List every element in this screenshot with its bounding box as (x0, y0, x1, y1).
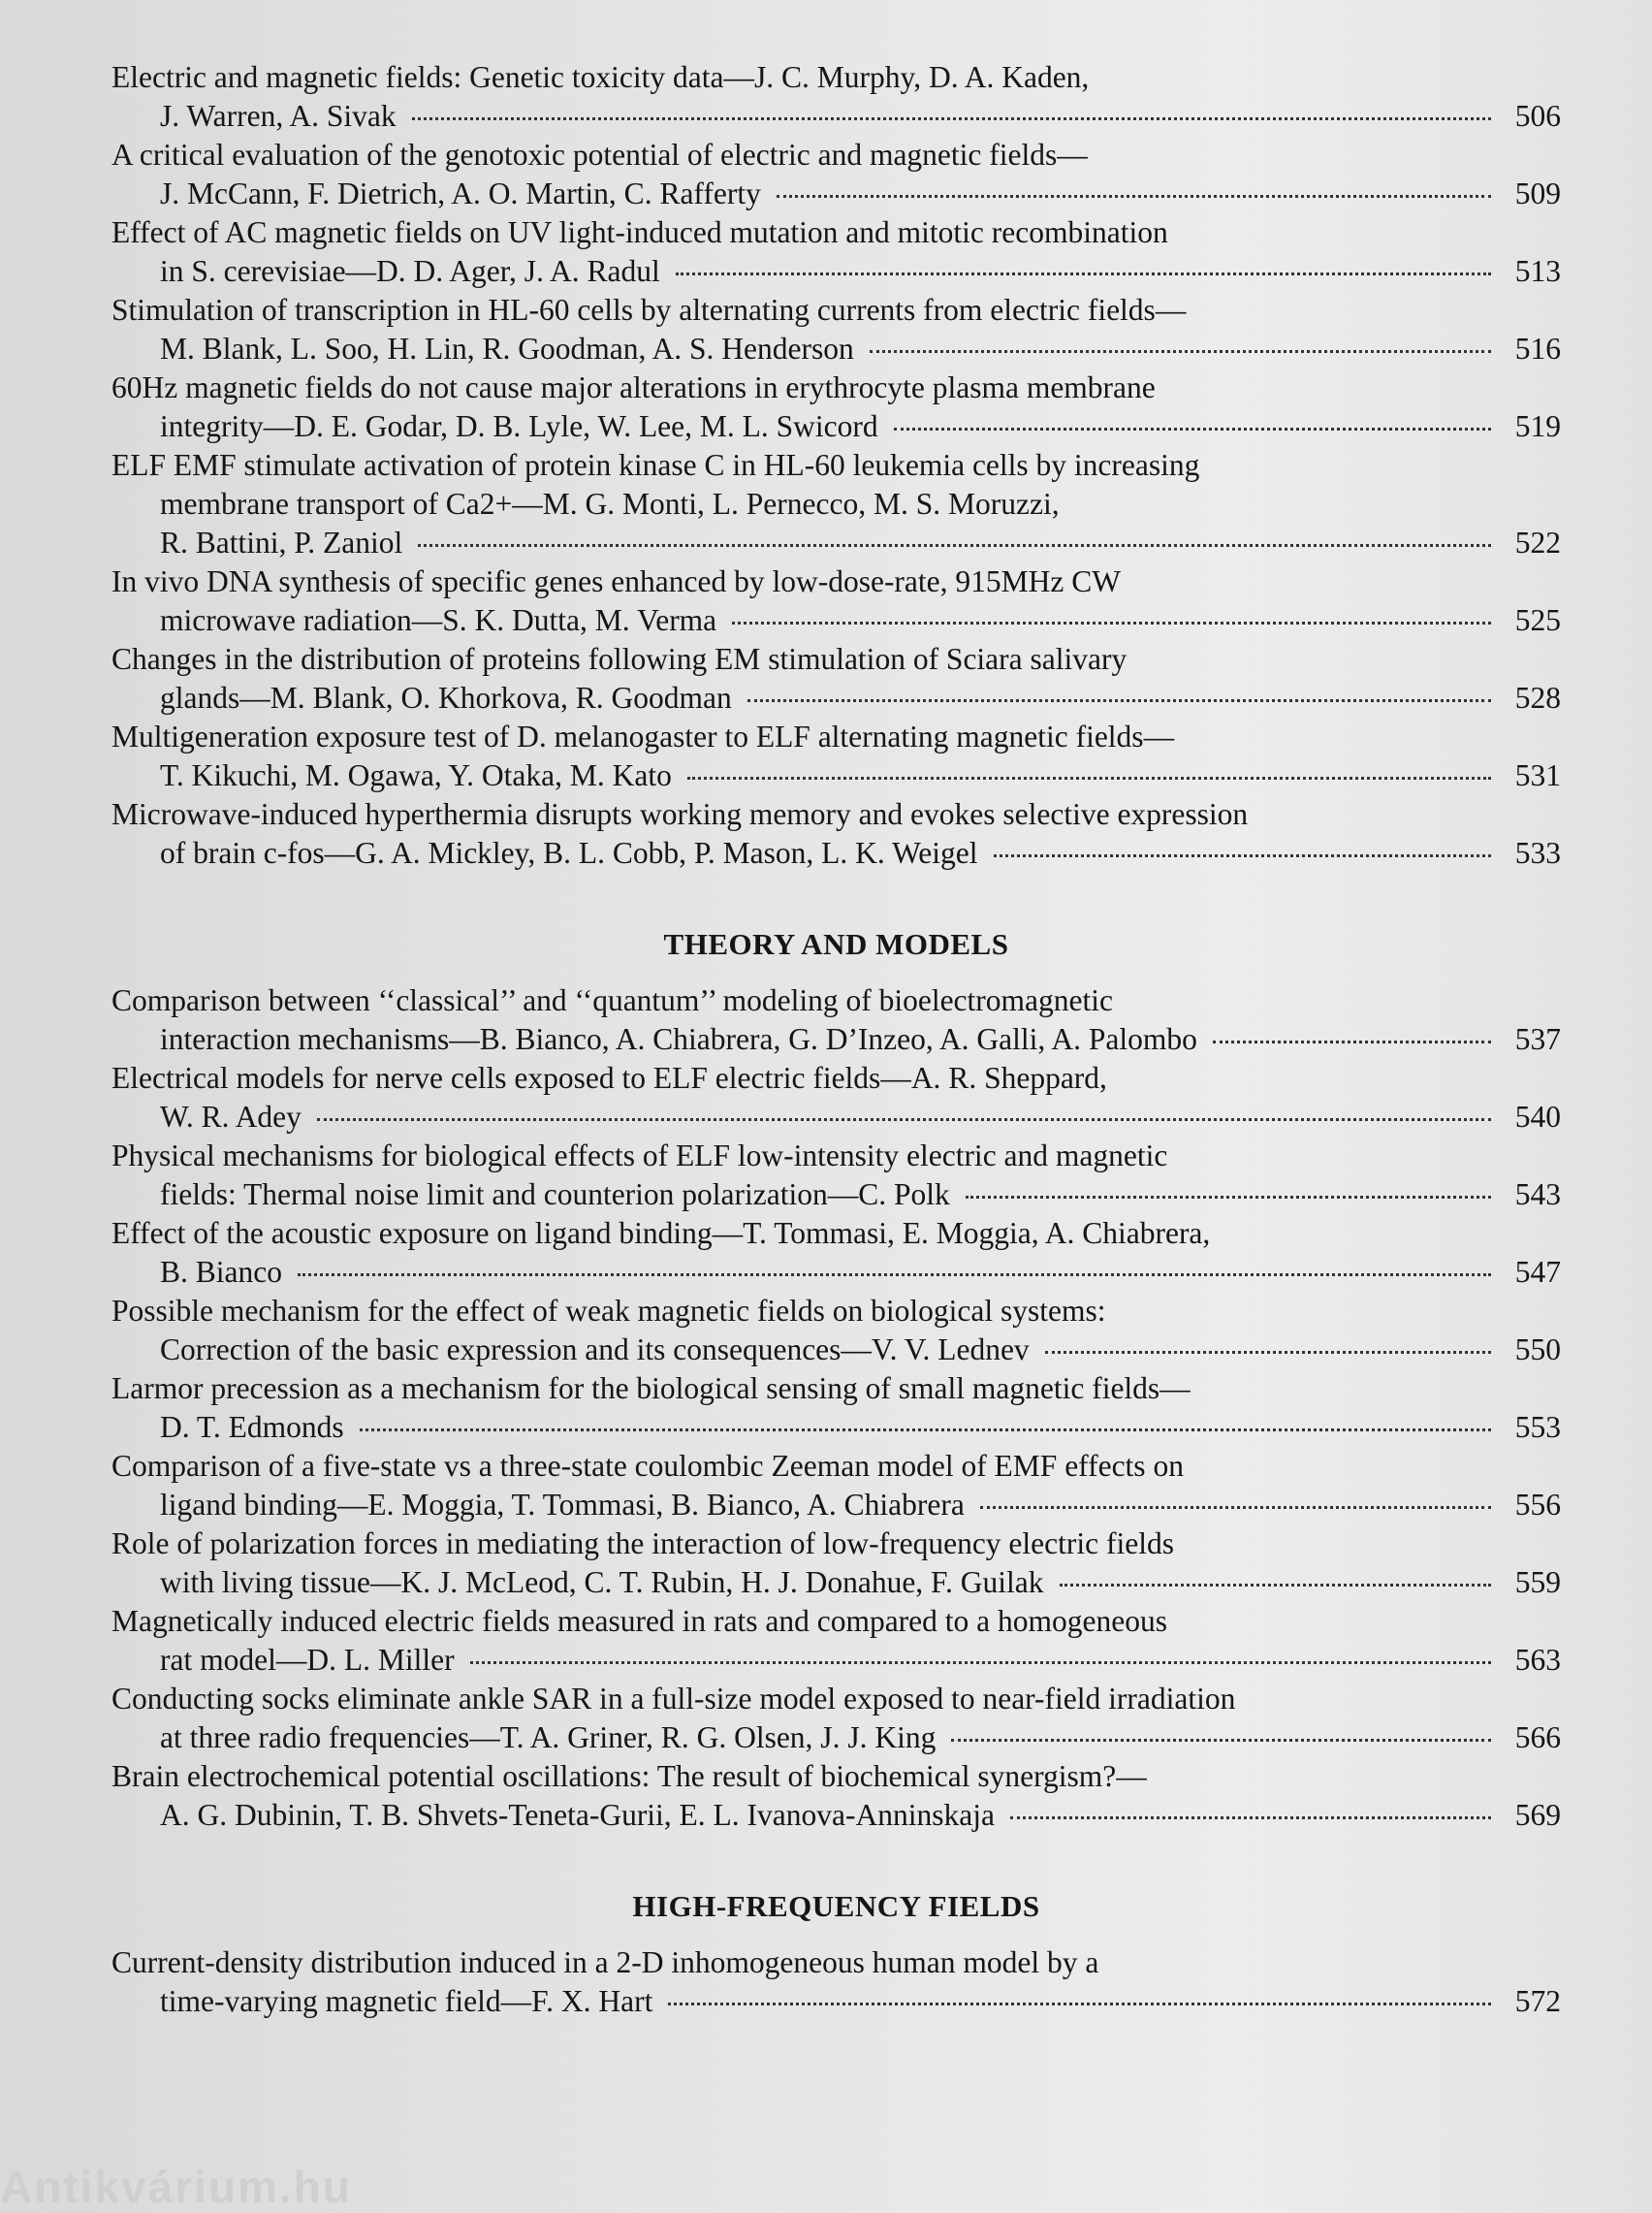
dot-leader (418, 543, 1491, 547)
entry-authors-line (111, 1486, 1561, 1524)
toc-entry (111, 446, 1561, 562)
entry-title-line: Current-density distribution induced in a 2-D inhomogeneous human model by a (111, 1945, 1099, 1979)
dot-leader (732, 621, 1491, 625)
entry-authors: time-varying magnetic field—F. X. Hart (160, 1984, 653, 2018)
page-number: 540 (1514, 1100, 1561, 1134)
dot-leader (1060, 1583, 1491, 1587)
entry-title-line: Effect of AC magnetic fields on UV light-induced mutation and mitotic recombination (111, 215, 1168, 249)
entry-title-line: Electric and magnetic fields: Genetic toxicity data—J. C. Murphy, D. A. Kaden, (111, 60, 1090, 94)
watermark: Antikvárium.hu (0, 2162, 352, 2212)
toc-entry (111, 136, 1561, 213)
dot-leader (317, 1117, 1491, 1121)
section-heading-theory: THEORY AND MODELS (663, 927, 1009, 961)
entry-list-theory (111, 981, 1561, 1835)
page-number: 519 (1514, 409, 1561, 443)
entry-title-line: Conducting socks eliminate ankle SAR in a full-size model exposed to near-field irradiation (111, 1682, 1236, 1716)
dot-leader (360, 1427, 1491, 1431)
entry-authors: in S. cerevisiae—D. D. Ager, J. A. Radul (160, 254, 660, 288)
entry-title-line: Role of polarization forces in mediating the interaction of low-frequency electric fields (111, 1526, 1174, 1560)
toc-entry (111, 1447, 1561, 1524)
toc-entry (111, 369, 1561, 446)
page-number: 556 (1514, 1488, 1561, 1522)
entry-authors: M. Blank, L. Soo, H. Lin, R. Goodman, A. S. Henderson (160, 332, 854, 366)
page-number: 547 (1514, 1255, 1561, 1289)
toc-entry (111, 1680, 1561, 1757)
entry-authors: J. McCann, F. Dietrich, A. O. Martin, C. Rafferty (160, 176, 761, 210)
dot-leader (687, 776, 1491, 780)
toc-entry (111, 981, 1561, 1059)
dot-leader (1010, 1815, 1491, 1819)
toc-entry (111, 1059, 1561, 1137)
entry-authors-line (111, 330, 1561, 369)
entry-authors-line (111, 834, 1561, 873)
entry-authors: with living tissue—K. J. McLeod, C. T. Rubin, H. J. Donahue, F. Guilak (160, 1565, 1044, 1599)
page-number: 525 (1514, 603, 1561, 637)
entry-authors-line (111, 1641, 1561, 1680)
page-number: 537 (1514, 1022, 1561, 1056)
toc-entry (111, 291, 1561, 369)
dot-leader (298, 1272, 1491, 1276)
dot-leader (980, 1505, 1491, 1509)
entry-authors-line (111, 97, 1561, 136)
entry-title-line: Multigeneration exposure test of D. melanogaster to ELF alternating magnetic fields— (111, 720, 1175, 754)
toc-entry (111, 1757, 1561, 1835)
page-number: 533 (1514, 836, 1561, 870)
toc-entry (111, 1943, 1561, 2021)
entry-title-line: Changes in the distribution of proteins following EM stimulation of Sciara salivary (111, 642, 1128, 676)
toc-entry (111, 1137, 1561, 1214)
entry-list-high-frequency (111, 1943, 1561, 2021)
toc-entry (111, 1292, 1561, 1369)
entry-title-line: membrane transport of Ca2+—M. G. Monti, L. Pernecco, M. S. Moruzzi, (160, 487, 1060, 521)
entry-authors-line (111, 252, 1561, 291)
entry-authors: Correction of the basic expression and its consequences—V. V. Lednev (160, 1332, 1030, 1366)
entry-authors-line (111, 407, 1561, 446)
toc-entry (111, 1369, 1561, 1447)
entry-title-line: Physical mechanisms for biological effects of ELF low-intensity electric and magnetic (111, 1139, 1168, 1172)
page-number: 566 (1514, 1720, 1561, 1754)
dot-leader (1045, 1350, 1491, 1354)
entry-authors: glands—M. Blank, O. Khorkova, R. Goodman (160, 681, 732, 715)
entry-authors-line (111, 1175, 1561, 1214)
entry-authors-line (111, 524, 1561, 562)
entry-authors-line (111, 679, 1561, 718)
entry-title-line: ELF EMF stimulate activation of protein kinase C in HL-60 leukemia cells by increasing (111, 448, 1200, 482)
entry-authors-line (111, 175, 1561, 213)
dot-leader (951, 1738, 1491, 1742)
toc-entry (111, 1524, 1561, 1602)
page-number: 572 (1514, 1984, 1561, 2018)
entry-authors-line (111, 1098, 1561, 1137)
entry-authors: W. R. Adey (160, 1100, 302, 1134)
entry-authors-line (111, 1796, 1561, 1835)
entry-title-line: Larmor precession as a mechanism for the biological sensing of small magnetic fields— (111, 1371, 1191, 1405)
toc-entry (111, 718, 1561, 795)
page-number: 559 (1514, 1565, 1561, 1599)
page-number: 550 (1514, 1332, 1561, 1366)
entry-authors-line (111, 601, 1561, 640)
entry-authors: at three radio frequencies—T. A. Griner, R. G. Olsen, J. J. King (160, 1720, 937, 1754)
entry-authors: A. G. Dubinin, T. B. Shvets-Teneta-Gurii, E. L. Ivanova-Anninskaja (160, 1798, 995, 1832)
page-number: 553 (1514, 1410, 1561, 1444)
page-number: 506 (1514, 99, 1561, 133)
entry-authors-line (111, 1331, 1561, 1369)
page-number: 528 (1514, 681, 1561, 715)
toc-entry (111, 58, 1561, 136)
toc-entry (111, 213, 1561, 291)
page-number: 516 (1514, 332, 1561, 366)
entry-authors: J. Warren, A. Sivak (160, 99, 397, 133)
entry-list-top (111, 58, 1561, 873)
entry-authors: of brain c-fos—G. A. Mickley, B. L. Cobb, P. Mason, L. K. Weigel (160, 836, 978, 870)
dot-leader (1213, 1040, 1491, 1043)
dot-leader (966, 1195, 1491, 1199)
toc-entry (111, 562, 1561, 640)
entry-authors: fields: Thermal noise limit and counterion polarization—C. Polk (160, 1177, 950, 1211)
dot-leader (668, 2002, 1491, 2005)
dot-leader (747, 698, 1491, 702)
dot-leader (870, 349, 1491, 353)
page-number: 543 (1514, 1177, 1561, 1211)
page-number: 509 (1514, 176, 1561, 210)
entry-authors-line (111, 1982, 1561, 2021)
toc-entry (111, 795, 1561, 873)
toc-entry (111, 640, 1561, 718)
dot-leader (412, 116, 1491, 120)
entry-title-line: Stimulation of transcription in HL-60 cells by alternating currents from electric fields— (111, 293, 1187, 327)
entry-authors-line (111, 1253, 1561, 1292)
entry-title-line: 60Hz magnetic fields do not cause major alterations in erythrocyte plasma membrane (111, 370, 1156, 404)
entry-authors-line (111, 756, 1561, 795)
entry-authors-line (111, 1718, 1561, 1757)
page-number: 531 (1514, 758, 1561, 792)
entry-authors: rat model—D. L. Miller (160, 1643, 455, 1677)
entry-authors-line (111, 1020, 1561, 1059)
entry-title-line: Electrical models for nerve cells exposed to ELF electric fields—A. R. Sheppard, (111, 1061, 1107, 1095)
entry-authors: ligand binding—E. Moggia, T. Tommasi, B. Bianco, A. Chiabrera (160, 1488, 965, 1522)
entry-authors: D. T. Edmonds (160, 1410, 344, 1444)
toc-entry (111, 1214, 1561, 1292)
entry-authors: R. Battini, P. Zaniol (160, 526, 403, 560)
dot-leader (777, 194, 1491, 198)
dot-leader (470, 1660, 1491, 1664)
entry-title-line: In vivo DNA synthesis of specific genes enhanced by low-dose-rate, 915MHz CW (111, 564, 1121, 598)
toc-entry (111, 1602, 1561, 1680)
entry-authors: interaction mechanisms—B. Bianco, A. Chiabrera, G. D’Inzeo, A. Galli, A. Palombo (160, 1022, 1197, 1056)
page-number: 563 (1514, 1643, 1561, 1677)
table-of-contents (111, 58, 1561, 2021)
page-number: 569 (1514, 1798, 1561, 1832)
entry-title-line: Magnetically induced electric fields measured in rats and compared to a homogeneous (111, 1604, 1167, 1638)
dot-leader (676, 272, 1491, 275)
section-heading-high-frequency: HIGH-FREQUENCY FIELDS (632, 1889, 1040, 1923)
entry-title-line: A critical evaluation of the genotoxic potential of electric and magnetic fields— (111, 138, 1088, 172)
entry-title-line: Comparison of a five-state vs a three-state coulombic Zeeman model of EMF effects on (111, 1449, 1184, 1483)
entry-authors-line (111, 1408, 1561, 1447)
entry-authors-line (111, 1563, 1561, 1602)
entry-title-line: Effect of the acoustic exposure on ligand binding—T. Tommasi, E. Moggia, A. Chiabrera, (111, 1216, 1211, 1250)
entry-authors: integrity—D. E. Godar, D. B. Lyle, W. Lee, M. L. Swicord (160, 409, 878, 443)
entry-title-line: Microwave-induced hyperthermia disrupts working memory and evokes selective expression (111, 797, 1249, 831)
dot-leader (994, 853, 1491, 857)
entry-authors: T. Kikuchi, M. Ogawa, Y. Otaka, M. Kato (160, 758, 672, 792)
entry-authors: B. Bianco (160, 1255, 282, 1289)
entry-title-line: Possible mechanism for the effect of weak magnetic fields on biological systems: (111, 1294, 1106, 1328)
dot-leader (894, 427, 1491, 431)
entry-title-line: Comparison between ‘‘classical’’ and ‘‘quantum’’ modeling of bioelectromagnetic (111, 983, 1113, 1017)
entry-title-line: Brain electrochemical potential oscillations: The result of biochemical synergism?— (111, 1759, 1147, 1793)
page-number: 522 (1514, 526, 1561, 560)
page-number: 513 (1514, 254, 1561, 288)
entry-authors: microwave radiation—S. K. Dutta, M. Verma (160, 603, 717, 637)
